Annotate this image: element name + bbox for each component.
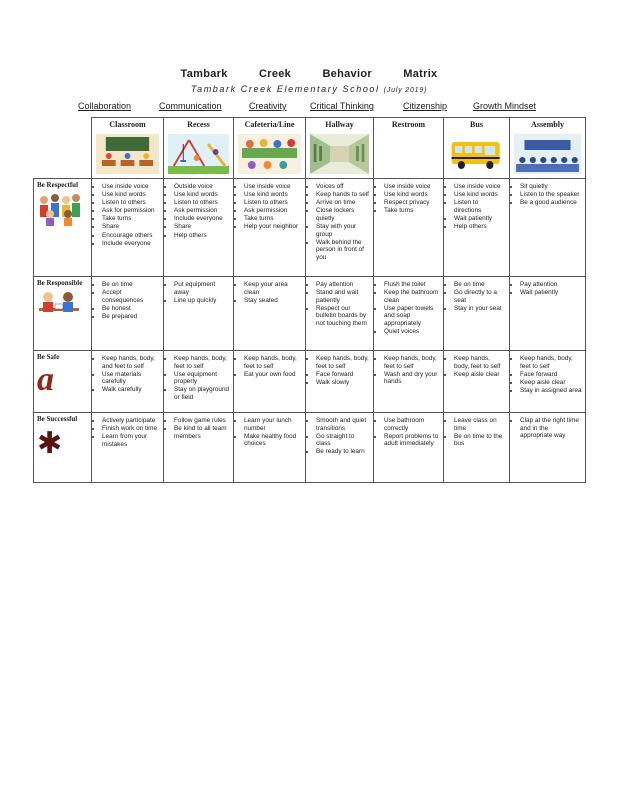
list-item: • Use inside voice: [384, 183, 440, 191]
teacher-student-icon: [37, 290, 88, 324]
assembly-icon: [514, 134, 581, 174]
cell-responsible-hallway: [306, 277, 374, 351]
asterisk-icon: ✱: [37, 426, 63, 461]
list-item: • Stay in your seat: [454, 305, 506, 313]
list-item: • Keep aisle clear: [520, 379, 582, 387]
list-item: • Use inside voice: [244, 183, 302, 191]
list-item: • Walk carefully: [102, 386, 160, 394]
list-item: • Finish work on time: [102, 425, 160, 433]
column-label: Bus: [470, 120, 483, 129]
list-item: • Use inside voice: [102, 183, 160, 191]
row-label: Be Successful: [37, 415, 78, 423]
column-label: Hallway: [325, 120, 354, 129]
list-item: • Face forward: [316, 371, 370, 379]
list-item: • Actively participate: [102, 417, 160, 425]
list-item: • Include everyone: [102, 240, 160, 248]
column-header-bus: [444, 118, 510, 179]
list-item: • Use kind words: [454, 191, 506, 199]
row-label: Be Safe: [37, 353, 60, 361]
cell-successful-restroom: [374, 413, 444, 483]
cell-successful-cafeteria: [234, 413, 306, 483]
row-be-safe: [34, 351, 586, 413]
school-year: (July 2019): [383, 87, 428, 94]
list-item: • Listen to others: [174, 199, 230, 207]
list-item: • Be prepared: [102, 313, 160, 321]
list-item: • Keep hands, body, feet to self: [384, 355, 440, 370]
column-header-assembly: [510, 118, 586, 179]
row-be-successful: [34, 413, 586, 483]
list-item: • Be on time to the bus: [454, 433, 506, 448]
list-item: • Learn your lunch number: [244, 417, 302, 432]
list-item: • Wash and dry your hands: [384, 371, 440, 386]
list-item: • Line up quickly: [174, 297, 230, 305]
cell-respectful-recess: [164, 179, 234, 277]
value-creativity: Creativity: [249, 101, 287, 111]
list-item: • Be honest: [102, 305, 160, 313]
list-item: • Keep hands, body, feet to self: [316, 355, 370, 370]
list-item: • Take turns: [384, 207, 440, 215]
list-item: • Include everyone: [174, 215, 230, 223]
list-item: • Make healthy food choices: [244, 433, 302, 448]
list-item: • Use paper towels and soap appropriately: [384, 305, 440, 328]
list-item: • Walk behind the person in front of you: [316, 239, 370, 262]
school-name: Tambark Creek Elementary School: [190, 84, 380, 94]
list-item: • Use equipment properly: [174, 371, 230, 386]
list-item: • Share: [174, 223, 230, 231]
list-item: • Listen to others: [102, 199, 160, 207]
list-item: • Voices off: [316, 183, 370, 191]
column-header-classroom: [92, 118, 164, 179]
list-item: • Sit quietly: [520, 183, 582, 191]
value-citizenship: Citizenship: [403, 101, 448, 111]
row-label: Be Respectful: [37, 181, 79, 189]
list-item: • Keep aisle clear: [454, 371, 506, 379]
list-item: • Use kind words: [174, 191, 230, 199]
cell-successful-hallway: [306, 413, 374, 483]
corner-cell: [34, 118, 92, 179]
list-item: • Go directly to a seat: [454, 289, 506, 304]
playground-icon: [168, 134, 229, 174]
cell-successful-bus: [444, 413, 510, 483]
list-item: • Go straight to class: [316, 433, 370, 448]
list-item: • Wait patiently: [454, 215, 506, 223]
list-item: • Walk slowly: [316, 379, 370, 387]
list-item: • Use bathroom correctly: [384, 417, 440, 432]
cell-successful-classroom: [92, 413, 164, 483]
list-item: • Help your neighbor: [244, 223, 302, 231]
column-header-recess: [164, 118, 234, 179]
cell-respectful-restroom: [374, 179, 444, 277]
cell-responsible-recess: [164, 277, 234, 351]
list-item: • Listen to directions: [454, 199, 506, 214]
list-item: • Ask permission: [174, 207, 230, 215]
list-item: • Stay on playground or field: [174, 386, 230, 401]
list-item: • Use materials carefully: [102, 371, 160, 386]
list-item: • Take turns: [244, 215, 302, 223]
list-item: • Pay attention: [520, 281, 582, 289]
cell-successful-recess: [164, 413, 234, 483]
list-item: • Be ready to learn: [316, 448, 370, 456]
children-group-icon: [37, 192, 88, 228]
hallway-icon: [310, 134, 369, 174]
list-item: • Face forward: [520, 371, 582, 379]
list-item: • Stay with your group: [316, 223, 370, 238]
cell-safe-restroom: [374, 351, 444, 413]
value-communication: Communication: [159, 101, 222, 111]
list-item: • Ask for permission: [102, 207, 160, 215]
cell-safe-cafeteria: [234, 351, 306, 413]
list-item: • Clap at the right time and in the appropriate way: [520, 417, 582, 440]
row-label: Be Responsible: [37, 279, 83, 287]
list-item: • Close lockers quietly: [316, 207, 370, 222]
list-item: • Help others: [454, 223, 506, 231]
bus-icon: [448, 134, 505, 174]
cell-safe-assembly: [510, 351, 586, 413]
list-item: • Use kind words: [244, 191, 302, 199]
list-item: • Arrive on time: [316, 199, 370, 207]
page-title: Tambark Creek Behavior Matrix: [180, 68, 438, 80]
list-item: • Put equipment away: [174, 281, 230, 296]
list-item: • Use inside voice: [454, 183, 506, 191]
column-header-restroom: [374, 118, 444, 179]
column-label: Restroom: [391, 120, 426, 129]
cell-responsible-classroom: [92, 277, 164, 351]
list-item: • Listen to others: [244, 199, 302, 207]
classroom-icon: [96, 134, 159, 174]
list-item: • Listen to the speaker: [520, 191, 582, 199]
list-item: • Report problems to adult immediately: [384, 433, 440, 448]
list-item: • Keep hands to self: [316, 191, 370, 199]
row-be-responsible: [34, 277, 586, 351]
cell-responsible-bus: [444, 277, 510, 351]
row-be-respectful: [34, 179, 586, 277]
value-critical-thinking: Critical Thinking: [310, 101, 374, 111]
list-item: • Keep hands, body, feet to self: [454, 355, 506, 370]
cell-responsible-assembly: [510, 277, 586, 351]
column-header-hallway: [306, 118, 374, 179]
list-item: • Use kind words: [384, 191, 440, 199]
list-item: • Respect our bulletin boards by not touching them: [316, 305, 370, 328]
list-item: • Take turns: [102, 215, 160, 223]
list-item: • Ask permission: [244, 207, 302, 215]
cell-safe-hallway: [306, 351, 374, 413]
list-item: • Keep hands, body, feet to self: [244, 355, 302, 370]
column-label: Classroom: [109, 120, 146, 129]
row-header-respectful: [34, 179, 92, 277]
cafeteria-icon: [238, 134, 301, 174]
list-item: • Quiet voices: [384, 328, 440, 336]
list-item: • Stand and wait patiently: [316, 289, 370, 304]
list-item: • Smooth and quiet transitions: [316, 417, 370, 432]
list-item: • Pay attention: [316, 281, 370, 289]
list-item: • Eat your own food: [244, 371, 302, 379]
list-item: • Keep the bathroom clean: [384, 289, 440, 304]
list-item: • Wait patiently: [520, 289, 582, 297]
list-item: • Encourage others: [102, 232, 160, 240]
letter-a-graphic: a: [37, 361, 54, 398]
list-item: • Outside voice: [174, 183, 230, 191]
column-label: Cafeteria/Line: [244, 120, 295, 129]
column-header-cafeteria: [234, 118, 306, 179]
list-item: • Respect privacy: [384, 199, 440, 207]
behavior-matrix-table: [33, 117, 586, 483]
list-item: • Leave class on time: [454, 417, 506, 432]
list-item: • Flush the toilet: [384, 281, 440, 289]
row-header-successful: [34, 413, 92, 483]
row-header-responsible: [34, 277, 92, 351]
list-item: • Be on time: [102, 281, 160, 289]
list-item: • Keep hands, body, and feet to self: [102, 355, 160, 370]
school-subtitle: [0, 84, 618, 94]
list-item: • Keep hands, body, feet to self: [174, 355, 230, 370]
value-growth-mindset: Growth Mindset: [473, 101, 537, 111]
cell-respectful-assembly: [510, 179, 586, 277]
cell-safe-classroom: [92, 351, 164, 413]
cell-respectful-classroom: [92, 179, 164, 277]
list-item: • Accept consequences: [102, 289, 160, 304]
list-item: • Share: [102, 223, 160, 231]
cell-respectful-bus: [444, 179, 510, 277]
list-item: • Be on time: [454, 281, 506, 289]
list-item: • Follow game rules: [174, 417, 230, 425]
list-item: • Use kind words: [102, 191, 160, 199]
cell-safe-recess: [164, 351, 234, 413]
cell-respectful-cafeteria: [234, 179, 306, 277]
value-collaboration: Collaboration: [78, 101, 132, 111]
list-item: • Be a good audience: [520, 199, 582, 207]
list-item: • Help others: [174, 232, 230, 240]
cell-safe-bus: [444, 351, 510, 413]
list-item: • Keep your area clean: [244, 281, 302, 296]
header-row: [34, 118, 586, 179]
core-values-row: [70, 101, 570, 113]
column-label: Recess: [187, 120, 210, 129]
row-header-safe: [34, 351, 92, 413]
list-item: • Keep hands, body, feet to self: [520, 355, 582, 370]
column-label: Assembly: [531, 120, 564, 129]
cell-respectful-hallway: [306, 179, 374, 277]
list-item: • Stay seated: [244, 297, 302, 305]
list-item: • Learn from your mistakes: [102, 433, 160, 448]
cell-responsible-cafeteria: [234, 277, 306, 351]
cell-successful-assembly: [510, 413, 586, 483]
list-item: • Stay in assigned area: [520, 387, 582, 395]
cell-responsible-restroom: [374, 277, 444, 351]
list-item: • Be kind to all team members: [174, 425, 230, 440]
